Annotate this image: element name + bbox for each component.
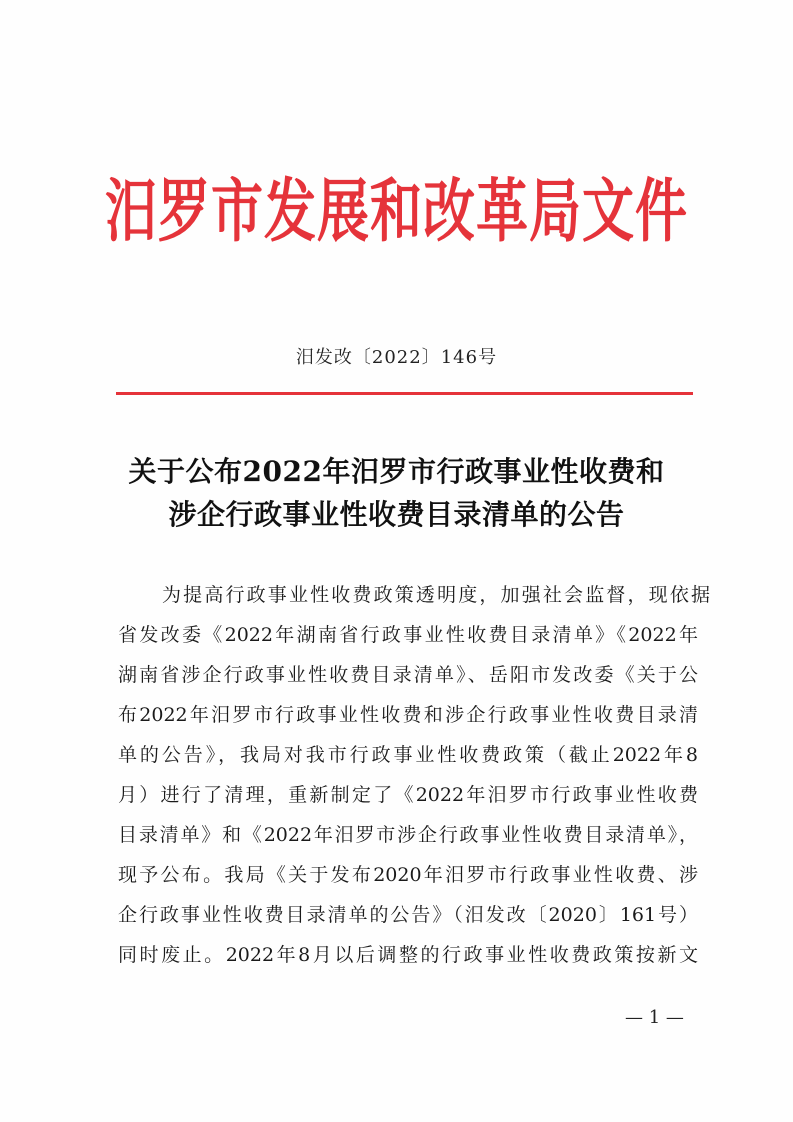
body-line: 省发改委《2022年湖南省行政事业性收费目录清单》《2022年: [118, 624, 698, 646]
title-line-2: 涉企行政事业性收费目录清单的公告: [168, 498, 625, 531]
title-line-1: 关于公布2022年汨罗市行政事业性收费和: [128, 455, 665, 488]
red-divider-line: [116, 392, 693, 395]
body-paragraph: [0, 575, 793, 975]
body-line: 目录清单》和《2022年汨罗市涉企行政事业性收费目录清单》，: [118, 824, 698, 846]
body-line: 企行政事业性收费目录清单的公告》（汨发改〔2020〕161号）: [118, 904, 698, 926]
body-line: 为提高行政事业性收费政策透明度，加强社会监督，现依据: [162, 584, 710, 606]
body-line: 现予公布。我局《关于发布2020年汨罗市行政事业性收费、涉: [118, 864, 698, 886]
body-line: 湖南省涉企行政事业性收费目录清单》、岳阳市发改委《关于公: [118, 664, 698, 686]
body-line: 月）进行了清理，重新制定了《2022年汨罗市行政事业性收费: [118, 784, 698, 806]
body-line: 单的公告》，我局对我市行政事业性收费政策（截止2022年8: [118, 744, 698, 766]
body-line: 同时废止。2022年8月以后调整的行政事业性收费政策按新文: [118, 944, 698, 966]
document-title: [0, 450, 793, 536]
issuer-header: 汨罗市发展和改革局文件: [104, 171, 688, 252]
page-number: — 1 —: [625, 1007, 684, 1028]
body-line: 布2022年汨罗市行政事业性收费和涉企行政事业性收费目录清: [118, 704, 698, 726]
document-number: 汨发改〔2022〕146号: [295, 347, 498, 368]
